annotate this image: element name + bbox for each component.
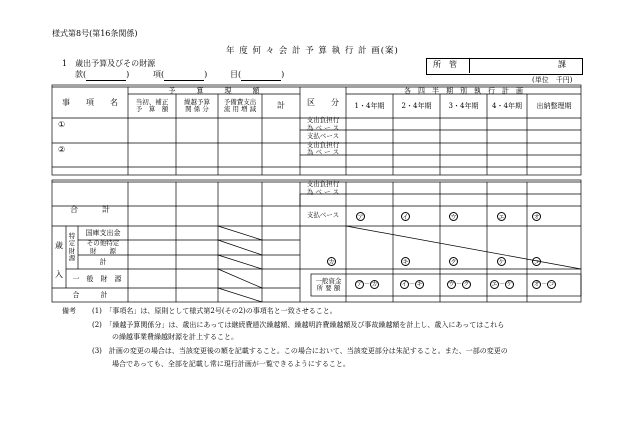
note-2b: の繰越事業費繰越財源を計上すること。	[112, 333, 238, 341]
item-2-marker: ②	[58, 145, 66, 154]
mark-a: ア	[357, 214, 364, 221]
specific-funds-label: 特 定 財 源	[68, 231, 76, 262]
kan-field[interactable]: 款( )	[75, 70, 130, 79]
note-3b: 場合であっても、全部を記載し常に現行計画が一覧できるようにすること。	[112, 360, 350, 368]
mark-e: エ	[498, 214, 505, 221]
q3-header: 3・4年期	[448, 102, 479, 110]
revenue-label-top: 歳	[55, 241, 63, 250]
item-name-header: 事 項 名	[62, 97, 118, 107]
q1-header: 1・4年期	[354, 102, 385, 110]
page-title: 年 度 何 々 会 計 予 算 執 行 計 画(案)	[226, 46, 399, 56]
office-unit[interactable]: 課	[558, 60, 566, 69]
office-label: 所 管	[433, 60, 457, 69]
burden-basis-label: 支出負担行 為 ベ ー ス	[306, 180, 340, 196]
mark-u: ウ	[450, 214, 457, 221]
payment-basis-label: 支払ベース	[306, 211, 340, 220]
mark-ku: ク	[450, 259, 457, 266]
plan-header: 各 四 半 期 別 執 行 計 画	[404, 86, 523, 95]
budget-current-header: 予 算 現 額	[168, 86, 260, 95]
q5-header: 出納整理期	[536, 102, 572, 110]
mark-i: イ	[402, 214, 409, 221]
revenue-label-bottom: 入	[55, 270, 63, 279]
general-funds-label: 一 般 財 源	[72, 274, 122, 283]
col-total-header: 計	[277, 101, 285, 110]
burden-basis-label: 支出負担行 為 ベ ー ス	[306, 116, 340, 132]
specific-subtotal-label: 計	[99, 258, 107, 266]
national-subsidy-label: 国庫支出金	[85, 229, 121, 237]
q2-header: 2・4年期	[401, 102, 432, 110]
note-2a: (2) 「繰越予算関係分」は、歳出にあっては継続費逓次繰越額、繰越明許費繰越額及び事故繰越額を計上し、歳入にあってはこれら	[92, 321, 505, 329]
mark-ki: キ	[402, 259, 409, 266]
note-3a: (3) 計画の変更の場合は、当該変更後の額を記載すること。この場合において、当該変更部分は朱記すること。また、一部の変更の	[92, 347, 508, 355]
col-reserve-header: 予備費支出 流 用 増 減	[223, 97, 257, 113]
mark-ko: コ	[533, 259, 540, 266]
payment-basis-label: 支払ベース	[306, 131, 340, 140]
mark-i-minus-ki: イ －キ	[401, 281, 423, 288]
mark-o: オ	[533, 214, 540, 221]
unit-note: (単位 千円)	[532, 76, 573, 84]
note-1: (1) 「事項名」は、原則として様式第2号(その2)の事項名と一致させること。	[92, 307, 337, 315]
mark-e-minus-ke: エ －ケ	[491, 281, 513, 288]
kou-field[interactable]: 項( )	[153, 70, 208, 79]
col-initial-header: 当初、補正 予 算 額	[135, 97, 169, 113]
q4-header: 4・4年期	[492, 102, 522, 110]
moku-field[interactable]: 目( )	[230, 70, 285, 79]
general-requirement-label: 一般資金 所 要 額	[315, 276, 342, 292]
mark-a-minus-ka: ア －カ	[356, 281, 378, 288]
burden-basis-label: 支出負担行 為 ベ ー ス	[306, 140, 340, 156]
section-heading: 1 歳出予算及びその財源	[62, 59, 156, 68]
col-carry-header: 繰越予算 関 係 分	[184, 97, 210, 113]
revenue-total-label: 合 計	[72, 291, 108, 299]
mark-ka: カ	[328, 259, 335, 266]
mark-ke: ケ	[498, 259, 505, 266]
form-number: 様式第8号(第16条関係)	[52, 29, 138, 38]
item-1-marker: ①	[58, 120, 66, 129]
mark-u-minus-ku: ウ －ク	[448, 281, 470, 288]
mark-o-minus-ko: オ －コ	[533, 281, 555, 288]
notes-label: 備考	[62, 307, 76, 315]
other-specific-label: その他特定 財 源	[86, 239, 120, 255]
total-label: 合 計	[70, 205, 110, 214]
kubun-header: 区 分	[307, 97, 339, 107]
